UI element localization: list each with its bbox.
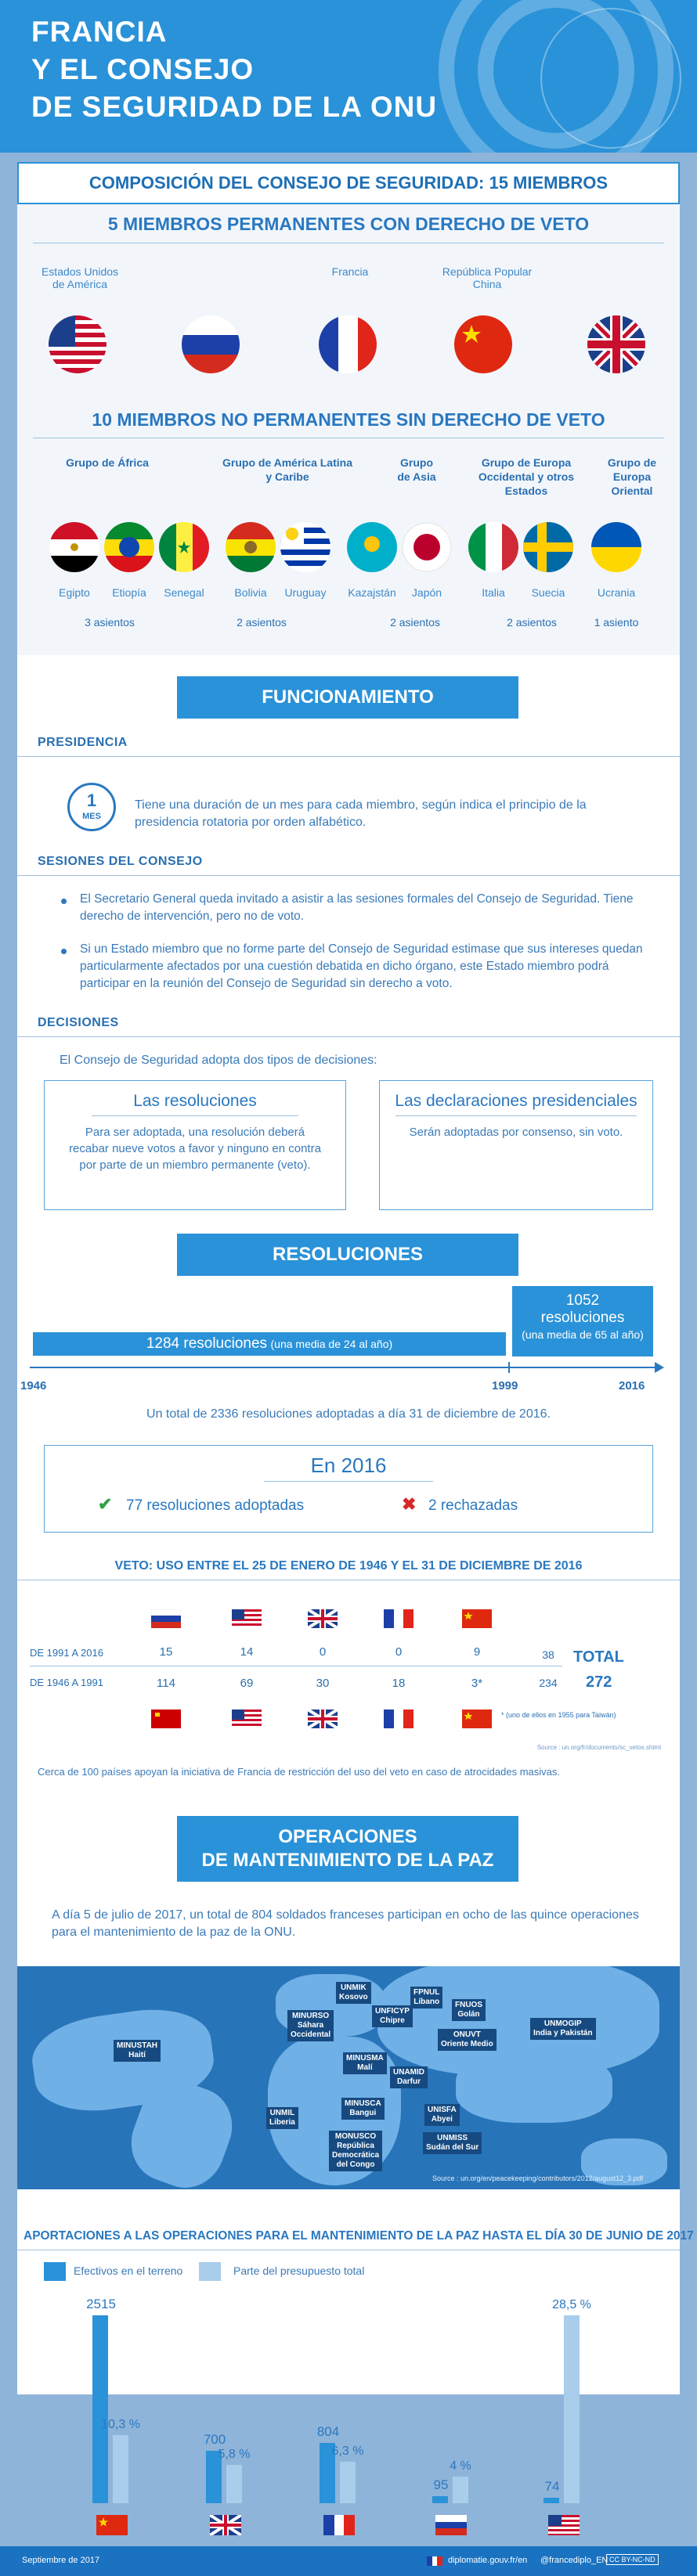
veto-cell: 30 (316, 1677, 330, 1690)
veto-row1-total: 38 (542, 1648, 554, 1661)
budget-label: 6,3 % (331, 2444, 364, 2458)
veto-row2-label: DE 1946 A 1991 (30, 1677, 103, 1688)
box2-text: Serán adoptadas por consenso, sin voto. (409, 1126, 623, 1139)
header (0, 0, 697, 153)
composition-title: COMPOSICIÓN DEL CONSEJO DE SEGURIDAD: 15 MIEMBROS (17, 162, 680, 204)
member-name: Bolivia (234, 586, 267, 599)
troops-label: 2515 (86, 2297, 116, 2311)
flag-china-icon (462, 1710, 492, 1728)
veto-cell: 69 (240, 1677, 254, 1690)
nonperm-title: 10 MIEMBROS NO PERMANENTES SIN DERECHO DE VETO (92, 409, 605, 430)
flag-ussr-icon (151, 1710, 181, 1728)
troops-label: 74 (544, 2478, 560, 2494)
member-name: Suecia (531, 586, 565, 599)
legend-troops: Efectivos en el terreno (74, 2264, 183, 2277)
header-line1: FRANCIA (31, 16, 168, 48)
flag-uk-icon (308, 1710, 338, 1728)
mes-label: MES (82, 812, 101, 821)
decisiones-intro: El Consejo de Seguridad adopta dos tipos de decisiones: (60, 1054, 377, 1067)
country-label: Francia (331, 265, 369, 278)
mission-label: UNMIK Kosovo (336, 1982, 371, 2004)
troops-bar (92, 2315, 108, 2503)
presidencia-text: Tiene una duración de un mes para cada miembro, según indica el principio de la presidencia rotatoria por orden alfabético. (135, 798, 587, 829)
veto-cell: 14 (240, 1645, 254, 1659)
mission-label: UNMOGIP India y Pakistán (530, 2018, 596, 2040)
footer-date: Septiembre de 2017 (22, 2556, 100, 2565)
veto-source: Source : un.org/fr/documents/sc_vetos.shtml (536, 1744, 661, 1751)
budget-bar (340, 2462, 356, 2503)
year-1946: 1946 (20, 1379, 47, 1392)
flag-russia-icon (435, 2515, 467, 2535)
group-west: Grupo de Europa Occidental y otros Estados (478, 456, 575, 497)
troops-bar (432, 2496, 448, 2503)
contrib-title: APORTACIONES A LAS OPERACIONES PARA EL MANTENIMIENTO DE LA PAZ HASTA EL DÍA 30 DE JUNIO DE 2017 (23, 2229, 694, 2243)
total-resoluciones: Un total de 2336 resoluciones adoptadas a día 31 de diciembre de 2016. (146, 1407, 551, 1421)
timeline-bar-2 (512, 1286, 653, 1356)
timeline-bar-1 (33, 1332, 506, 1356)
group-latam: Grupo de América Latina y Caribe (222, 456, 352, 483)
adopted-text: 77 resoluciones adoptadas (126, 1497, 305, 1514)
mission-label: MINURSO Sáhara Occidental (287, 2010, 334, 2041)
member-name: Senegal (164, 586, 204, 599)
budget-label: 10,3 % (101, 2418, 140, 2432)
header-line2: Y EL CONSEJO (31, 53, 255, 85)
flag-sweden-icon (523, 522, 573, 572)
summary-2016-title: En 2016 (310, 1454, 387, 1477)
veto-note: * (uno de ellos en 1955 para Taiwán) (501, 1711, 616, 1719)
mes-number: 1 (86, 791, 97, 810)
member-name: Italia (482, 586, 505, 599)
country-label: República Popular China (442, 265, 533, 290)
france-flag-icon (427, 2556, 442, 2565)
year-2016: 2016 (619, 1379, 645, 1392)
flag-russia-icon (151, 1609, 181, 1628)
mission-label: MONUSCO República Democrática del Congo (329, 2131, 382, 2171)
funcionamiento-title: FUNCIONAMIENTO (177, 676, 518, 719)
flag-uk-icon (210, 2515, 241, 2535)
country-label: Estados Unidos de América (41, 265, 119, 290)
flag-france-icon (323, 2515, 355, 2535)
contrib-chart (17, 2286, 680, 2503)
veto-note-text: (uno de ellos en 1955 para Taiwán) (506, 1711, 616, 1719)
budget-label: 4 % (450, 2459, 471, 2473)
resoluciones-box (44, 1080, 346, 1210)
legend-swatch-troops (44, 2262, 66, 2281)
member-name: Kazajstán (348, 586, 396, 599)
mission-label: FNUOS Golán (452, 1999, 486, 2021)
decisiones-heading: DECISIONES (38, 1016, 119, 1029)
mission-label: UNMISS Sudán del Sur (423, 2132, 482, 2154)
flag-usa-icon (232, 1609, 262, 1628)
mission-label: UNISFA Abyei (424, 2104, 460, 2126)
timeline-axis (30, 1367, 656, 1368)
flag-usa-icon (232, 1710, 262, 1728)
footer-twitter[interactable]: @francediplo_EN (540, 2556, 609, 2565)
bullet-icon (61, 949, 67, 954)
budget-bar (226, 2465, 242, 2503)
mission-label: ONUVT Oriente Medio (438, 2029, 497, 2051)
summary-2016-box (44, 1445, 653, 1533)
troops-label: 804 (316, 2424, 340, 2440)
mission-label: UNFICYP Chipre (372, 2005, 413, 2027)
footer-license: CC BY-NC-ND (606, 2554, 659, 2565)
troops-label: 700 (203, 2432, 226, 2448)
world-map (17, 1966, 680, 2189)
member-name: Uruguay (284, 586, 327, 599)
peace-title-line2: DE MANTENIMIENTO DE LA PAZ (201, 1850, 494, 1871)
member-name: Etiopía (112, 586, 146, 599)
group-asia: Grupo de Asia (397, 456, 436, 483)
footer-site[interactable]: diplomatie.gouv.fr/en (448, 2556, 528, 2565)
flag-france-icon (319, 315, 377, 373)
veto-row1-label: DE 1991 A 2016 (30, 1647, 103, 1659)
legend-budget: Parte del presupuesto total (233, 2264, 365, 2277)
mission-label: MINUSCA Bangui (341, 2098, 385, 2120)
flag-italy-icon (468, 522, 518, 572)
box2-title: Las declaraciones presidenciales (395, 1092, 637, 1110)
composition-panel (17, 162, 680, 655)
member-name: Ucrania (597, 586, 636, 599)
bullet-icon (61, 899, 67, 904)
veto-cell: 0 (395, 1645, 403, 1659)
bar1-main: 1284 resoluciones (146, 1335, 268, 1352)
peace-title-line1: OPERACIONES (278, 1826, 417, 1847)
declaraciones-box (379, 1080, 653, 1210)
flag-france-icon (384, 1710, 414, 1728)
mission-label: MINUSMA Malí (343, 2052, 387, 2074)
flag-uk-icon (308, 1609, 338, 1628)
stopwatch-icon (67, 783, 116, 831)
permanent-title: 5 MIEMBROS PERMANENTES CON DERECHO DE VETO (107, 214, 590, 234)
seats-west: 2 asientos (507, 616, 557, 629)
flag-senegal-icon (159, 522, 209, 572)
presidencia-heading: PRESIDENCIA (38, 736, 128, 749)
flag-usa-icon (49, 315, 107, 373)
flag-kazakhstan-icon (347, 522, 397, 572)
bar2-sub: (una media de 65 al año) (522, 1328, 644, 1341)
flag-egypt-icon (49, 522, 99, 572)
veto-total: 272 (586, 1673, 612, 1691)
un-emblem-icon (540, 8, 681, 149)
troops-bar (544, 2498, 559, 2503)
footer (0, 2546, 697, 2576)
bar1-sub: (una media de 24 al año) (270, 1338, 393, 1350)
flag-china-icon (454, 315, 512, 373)
budget-label: 5,8 % (218, 2448, 251, 2462)
budget-bar (113, 2435, 128, 2503)
resoluciones-title: RESOLUCIONES (177, 1234, 518, 1276)
veto-row2-total: 234 (539, 1677, 558, 1689)
sesiones-heading: SESIONES DEL CONSEJO (38, 855, 203, 868)
check-icon: ✔ (98, 1494, 113, 1514)
bar2-main: 1052 resoluciones (540, 1292, 625, 1326)
mission-label: UNAMID Darfur (390, 2066, 428, 2088)
box1-text: Para ser adoptada, una resolución deberá recabar nueve votos a favor y ninguno en contra por parte de un miembro permanente (veto). (69, 1126, 321, 1172)
seats-asia: 2 asientos (390, 616, 440, 629)
flag-china-icon (96, 2515, 128, 2535)
flag-bolivia-icon (226, 522, 276, 572)
veto-title: VETO: USO ENTRE EL 25 DE ENERO DE 1946 Y EL 31 DE DICIEMBRE DE 2016 (114, 1559, 583, 1573)
budget-bar (453, 2477, 468, 2503)
flag-japan-icon (402, 522, 452, 572)
peace-source: Source : un.org/en/peacekeeping/contributors/2012/august12_3.pdf (432, 2174, 644, 2182)
flag-ethiopia-icon (104, 522, 154, 572)
troops-label: 95 (433, 2477, 449, 2492)
box1-title: Las resoluciones (133, 1092, 257, 1110)
year-1999: 1999 (492, 1379, 518, 1392)
veto-cell: 3* (471, 1677, 483, 1690)
peace-intro: A día 5 de julio de 2017, un total de 804 soldados franceses participan en ocho de las quince operaciones para el mantenimiento de la paz de la ONU. (52, 1908, 639, 1939)
flag-france-icon (384, 1609, 414, 1628)
sesiones-bullet2: Si un Estado miembro que no forme parte del Consejo de Seguridad estimase que sus intereses quedan particularmente afectados por una cuestión debatida en dicho órgano, este Estado miembro podrá participar en la reunión del Consejo de Seguridad sin derecho a voto. (80, 942, 643, 990)
peace-title (177, 1816, 518, 1882)
flag-china-icon (462, 1609, 492, 1628)
veto-cell: 9 (473, 1645, 481, 1659)
mission-label: UNMIL Liberia (266, 2107, 298, 2129)
rejected-text: 2 rechazadas (428, 1497, 518, 1514)
legend-swatch-budget (199, 2262, 221, 2281)
group-east: Grupo de Europa Oriental (607, 456, 657, 497)
group-africa: Grupo de África (66, 456, 149, 469)
seats-east: 1 asiento (594, 616, 639, 629)
veto-cell: 18 (392, 1677, 406, 1690)
veto-footer: Cerca de 100 países apoyan la iniciativa de Francia de restricción del uso del veto en caso de atrocidades masivas. (38, 1766, 560, 1778)
cross-icon: ✖ (402, 1494, 417, 1514)
arrow-right-icon (655, 1362, 664, 1373)
flag-usa-icon (548, 2515, 580, 2535)
member-name: Egipto (59, 586, 90, 599)
veto-cell: 15 (159, 1645, 173, 1659)
veto-cell: 114 (157, 1677, 175, 1690)
sesiones-bullet1: El Secretario General queda invitado a asistir a las sesiones formales del Consejo de Seguridad. Tiene derecho de intervención, pero no de voto. (80, 892, 634, 923)
budget-bar (564, 2315, 580, 2503)
flag-uk-icon (587, 315, 645, 373)
seats-africa: 3 asientos (85, 616, 135, 629)
header-line3: DE SEGURIDAD DE LA ONU (31, 91, 438, 123)
mission-label: FPNUL Líbano (410, 1987, 442, 2009)
flag-russia-icon (182, 315, 240, 373)
seats-latam: 2 asientos (237, 616, 287, 629)
veto-total-label: TOTAL (573, 1648, 624, 1666)
mission-label: MINUSTAH Haití (114, 2040, 161, 2062)
veto-cell: 0 (319, 1645, 327, 1659)
member-name: Japón (411, 586, 442, 599)
budget-label: 28,5 % (552, 2298, 591, 2311)
flag-ukraine-icon (591, 522, 641, 572)
flag-uruguay-icon (280, 522, 330, 572)
